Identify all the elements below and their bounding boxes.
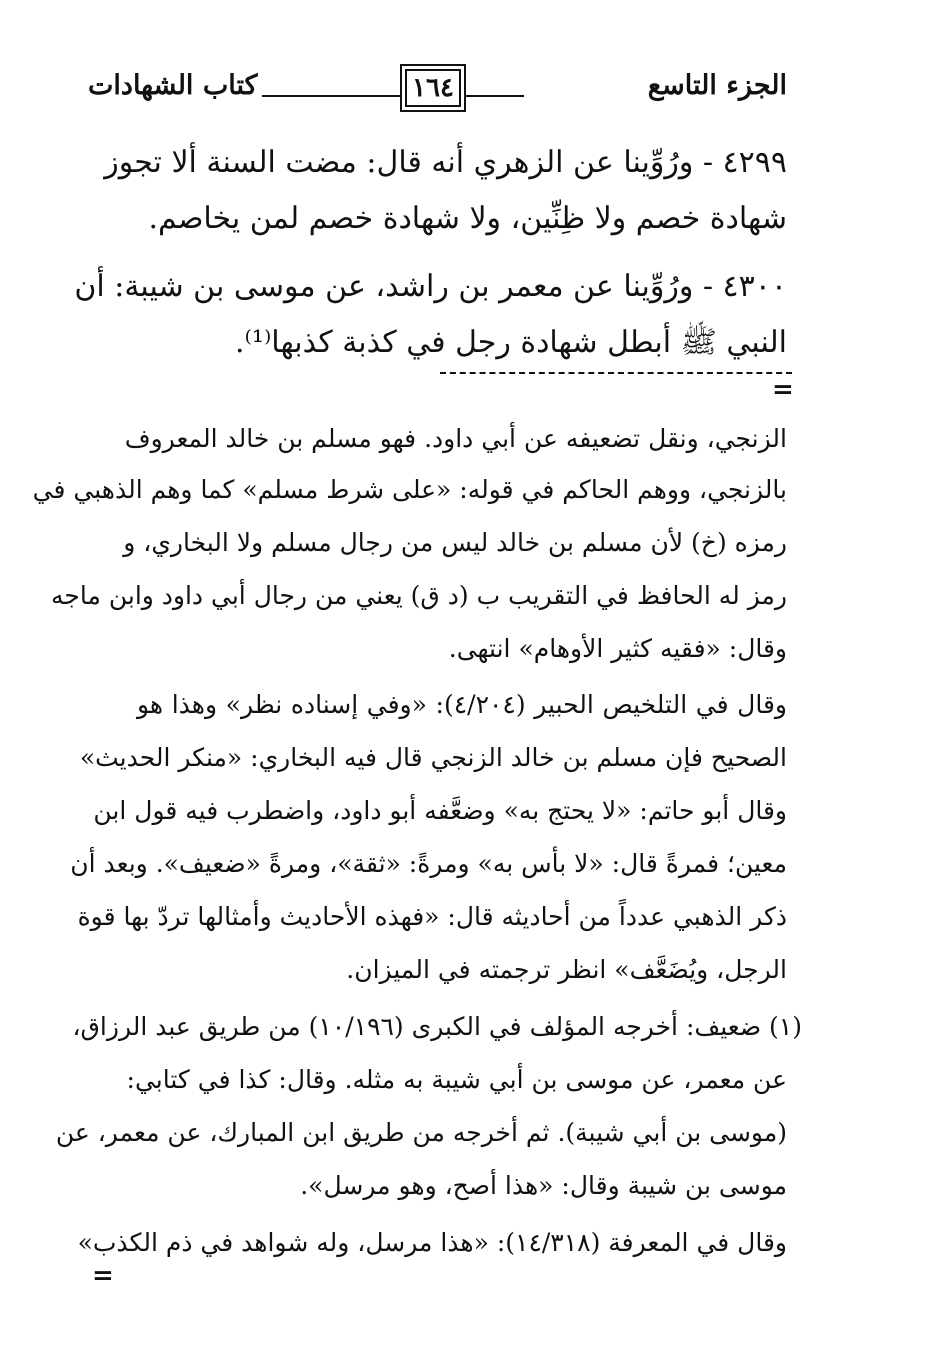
note-line: الرجل، ويُضَعَّف» انظر ترجمته في الميزان.: [346, 955, 787, 984]
note-line: معين؛ فمرةً قال: «لا بأس به» ومرةً: «ثقة»، ومرةً «ضعيف». وبعد أن: [70, 849, 787, 878]
note-line: وقال في التلخيص الحبير (٤/٢٠٤): «وفي إسناده نظر» وهذا هو: [137, 690, 787, 719]
note-line: رمز له الحافظ في التقريب ب (د ق) يعني من رجال أبي داود وابن ماجه: [51, 581, 787, 610]
note-line: وقال: «فقيه كثير الأوهام» انتهى.: [448, 634, 787, 663]
main-line: ٤٢٩٩ - ورُوِّينا عن الزهري أنه قال: مضت السنة ألا تجوز: [104, 145, 787, 180]
header-page-number: ١٦٤: [400, 64, 466, 112]
footnote-line: وقال في المعرفة (١٤/٣١٨): «هذا مرسل، وله شواهد في ذم الكذب»: [77, 1228, 787, 1257]
footnote-line: موسى بن شيبة وقال: «هذا أصح، وهو مرسل».: [300, 1171, 787, 1200]
note-line: وقال أبو حاتم: «لا يحتج به» وضعَّفه أبو داود، واضطرب فيه قول ابن: [93, 796, 787, 825]
footnote-line: عن معمر، عن موسى بن أبي شيبة به مثله. وقال: كذا في كتابي:: [126, 1065, 787, 1094]
main-line: ٤٣٠٠ - ورُوِّينا عن معمر بن راشد، عن موسى بن شيبة: أن: [74, 269, 787, 304]
continuation-mark-top: =: [772, 375, 794, 405]
header-book-title: كتاب الشهادات: [88, 70, 258, 101]
footnote-line: (١) ضعيف: أخرجه المؤلف في الكبرى (١٠/١٩٦) من طريق عبد الرزاق،: [72, 1012, 802, 1041]
note-line: رمزه (خ) لأن مسلم بن خالد ليس من رجال مسلم ولا البخاري، و: [123, 528, 787, 557]
note-line: بالزنجي، ووهم الحاكم في قوله: «على شرط مسلم» كما وهم الذهبي في: [32, 475, 787, 504]
continuation-mark-bottom: =: [92, 1261, 114, 1291]
header-volume: الجزء التاسع: [647, 70, 787, 101]
note-line: الزنجي، ونقل تضعيفه عن أبي داود. فهو مسلم بن خالد المعروف: [124, 424, 787, 453]
main-line: شهادة خصم ولا ظِنِّين، ولا شهادة خصم لمن يخاصم.: [148, 201, 787, 236]
main-line: النبي ﷺ أبطل شهادة رجل في كذبة كذبها⁽¹⁾.: [235, 325, 787, 360]
footnote-separator: [440, 372, 792, 374]
header-rule-right: [462, 95, 524, 97]
footnote-line: (موسى بن أبي شيبة). ثم أخرجه من طريق ابن المبارك، عن معمر، عن: [55, 1118, 787, 1147]
note-line: ذكر الذهبي عدداً من أحاديثه قال: «فهذه الأحاديث وأمثالها تردّ بها قوة: [77, 902, 787, 931]
note-line: الصحيح فإن مسلم بن خالد الزنجي قال فيه البخاري: «منكر الحديث»: [79, 743, 787, 772]
header-rule-left: [262, 95, 400, 97]
